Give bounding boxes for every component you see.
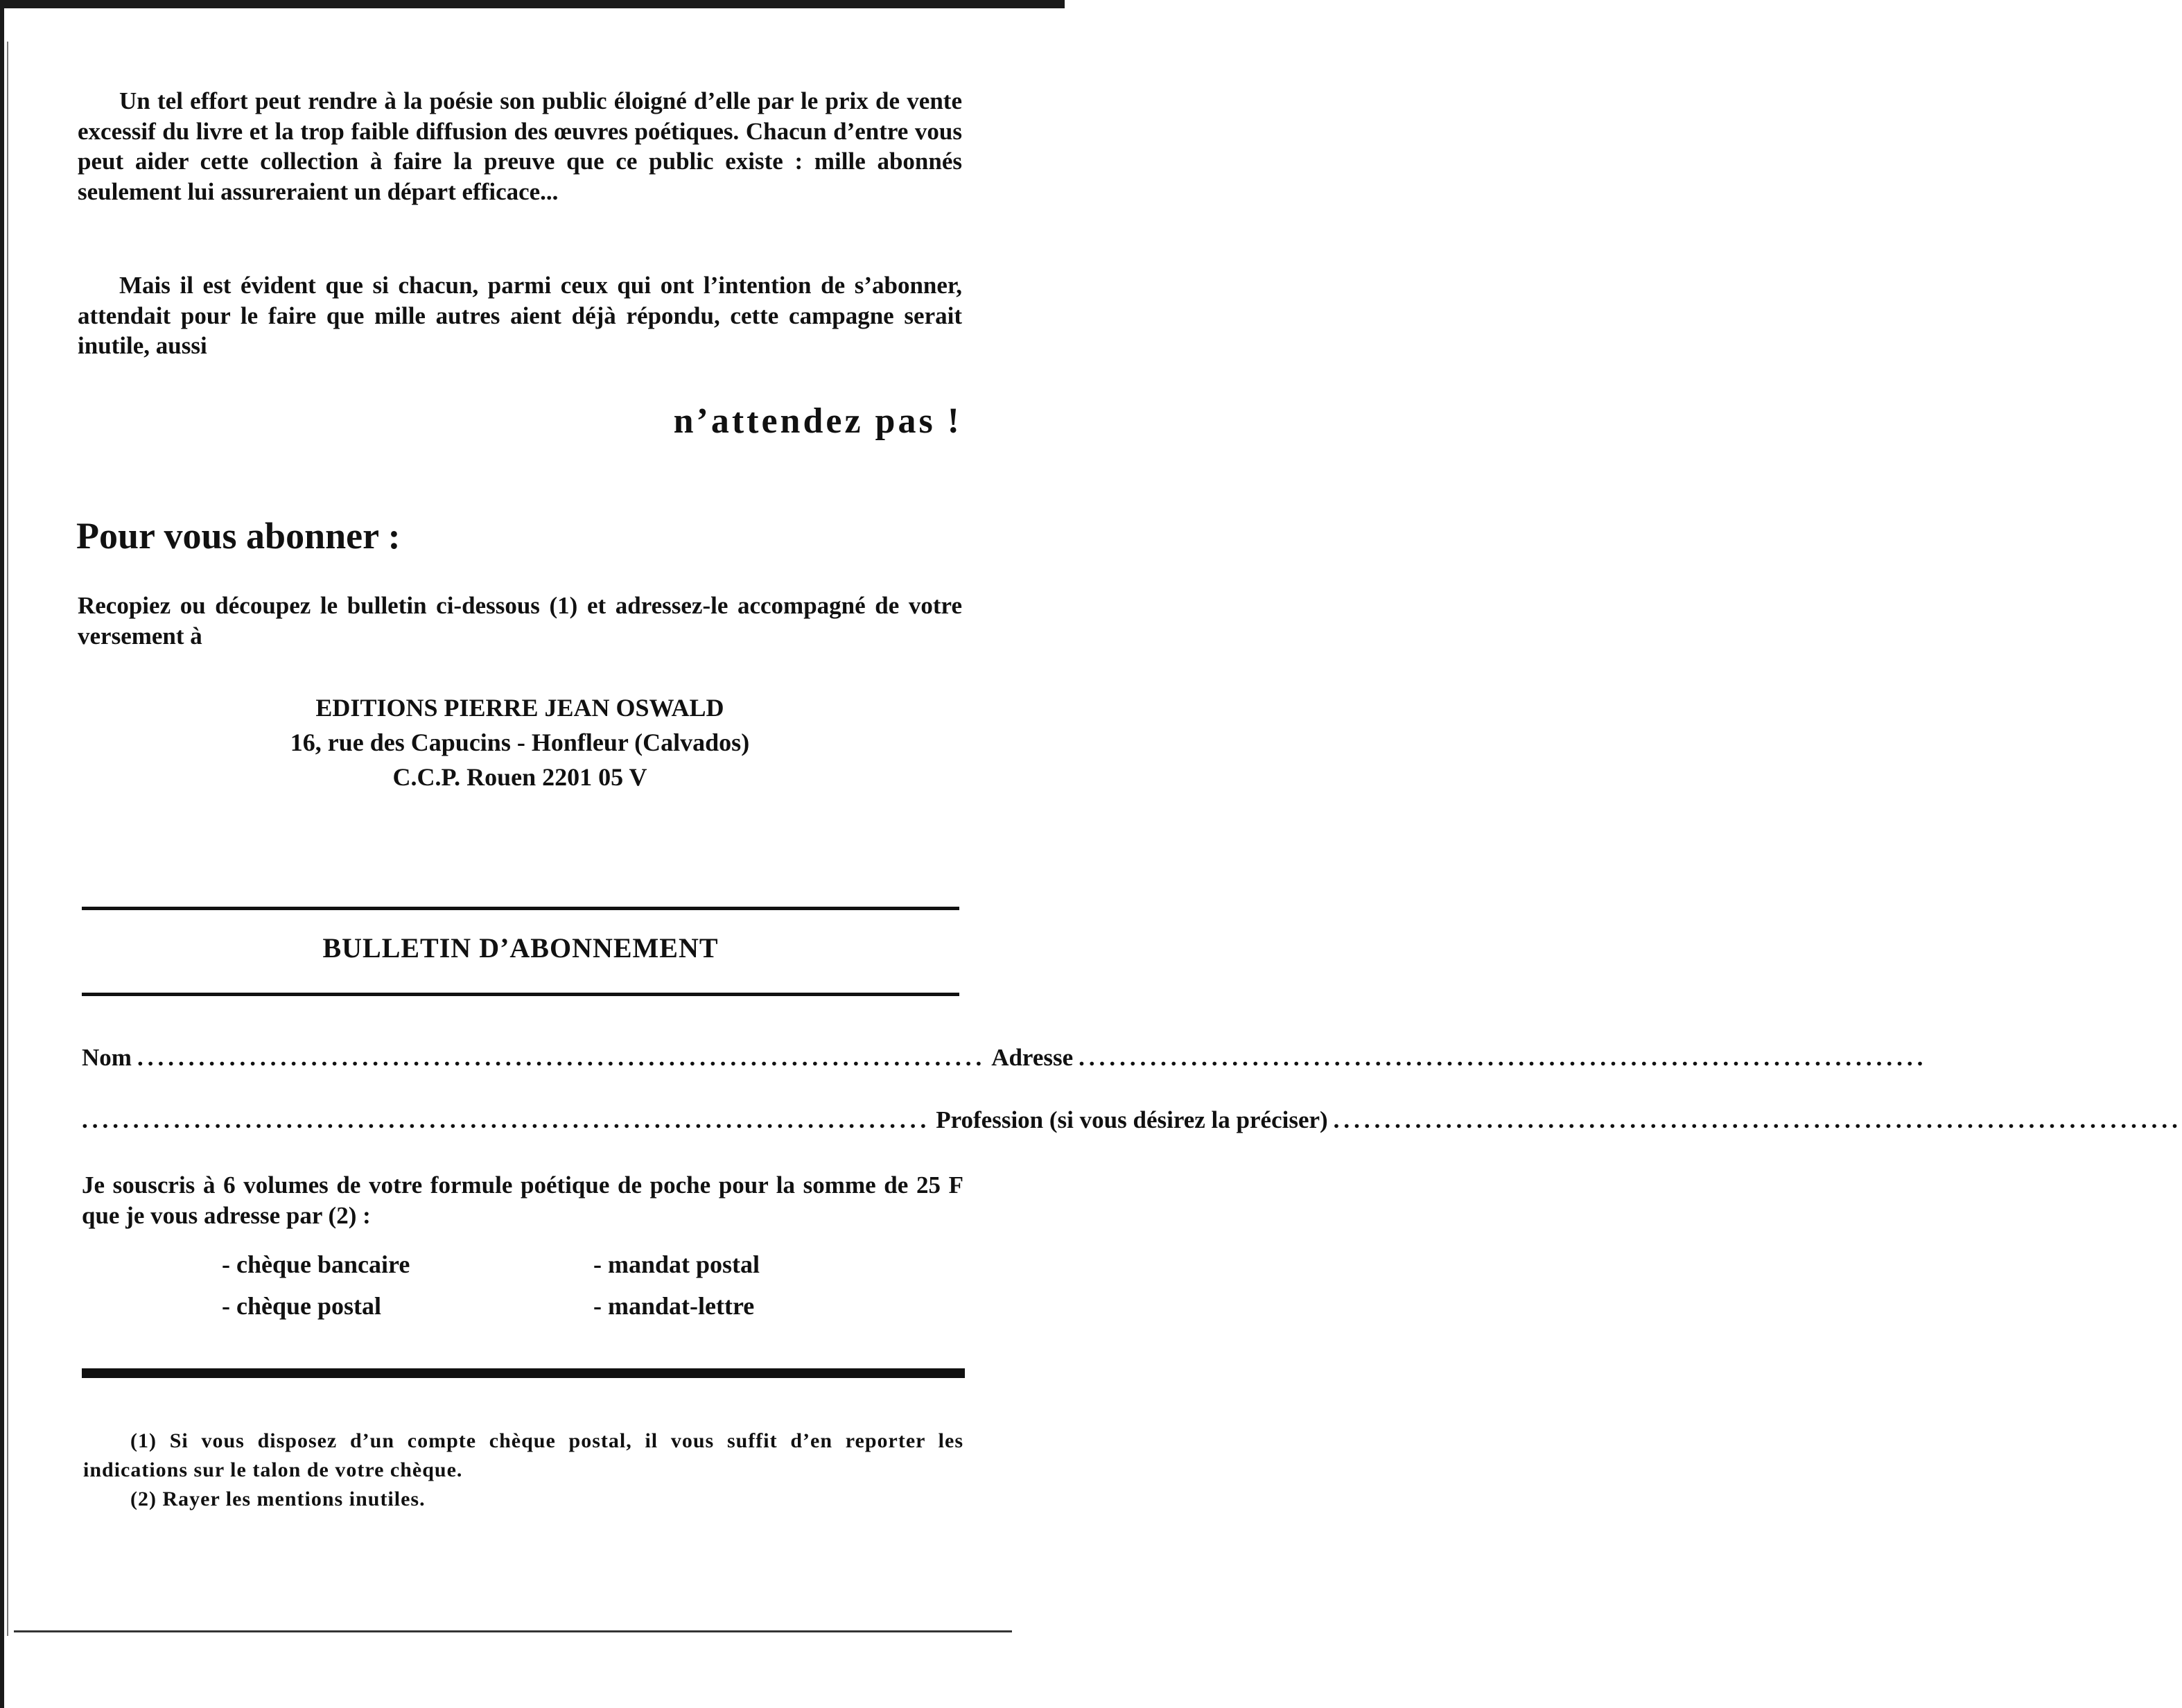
name-address-line bbox=[82, 1044, 1928, 1072]
name-fill-dots: ................................................................................... bbox=[137, 1044, 986, 1071]
publisher-address bbox=[208, 690, 832, 794]
option-mandat-lettre: - mandat-lettre bbox=[593, 1292, 755, 1320]
divider-middle bbox=[82, 993, 959, 996]
footnote-1: (1) Si vous disposez d’un compte chèque postal, il vous suffit d’en reporter les indications sur le talon de votre chèque. bbox=[83, 1429, 963, 1481]
subscription-text: Je souscris à 6 volumes de votre formule poétique de poche pour la somme de 25 F que je vous adresse par (2) : bbox=[82, 1171, 963, 1229]
divider-top bbox=[82, 907, 959, 910]
subscribe-instructions: Recopiez ou découpez le bulletin ci-dessous (1) et adressez-le accompagné de votre versement à bbox=[78, 592, 962, 650]
option-cheque-bancaire: - chèque bancaire bbox=[222, 1250, 410, 1278]
scan-left-line bbox=[7, 42, 8, 1636]
scan-bottom-edge bbox=[14, 1630, 1012, 1632]
footnotes bbox=[83, 1427, 963, 1514]
divider-bottom-thick bbox=[82, 1368, 965, 1378]
scan-left-edge bbox=[0, 0, 4, 1708]
address-fill-dots: ................................................................................... bbox=[1079, 1044, 1928, 1071]
scan-top-edge bbox=[0, 0, 1065, 8]
option-mandat-postal: - mandat postal bbox=[593, 1250, 760, 1278]
address-line-3: C.C.P. Rouen 2201 05 V bbox=[392, 763, 647, 791]
callout-text: n’attendez pas ! bbox=[673, 401, 962, 441]
profession-fill-dots: ................................................................................... bbox=[1333, 1106, 2182, 1133]
intro-paragraph-1: Un tel effort peut rendre à la poésie son public éloigné d’elle par le prix de vente excessif du livre et la trop faible diffusion des œuvres poétiques. Chacun d’entre vous peut aider cette collection à faire la preuve que ce public existe : mille abonnés seulement lui assureraient un départ efficace... bbox=[78, 87, 962, 205]
address-line-2: 16, rue des Capucins - Honfleur (Calvados) bbox=[290, 729, 750, 756]
profession-line bbox=[82, 1106, 2182, 1134]
name-label: Nom bbox=[82, 1044, 132, 1071]
option-cheque-postal: - chèque postal bbox=[222, 1292, 382, 1320]
address-line-1: EDITIONS PIERRE JEAN OSWALD bbox=[315, 694, 724, 722]
intro-paragraph-2: Mais il est évident que si chacun, parmi ceux qui ont l’intention de s’abonner, attendait pour le faire que mille autres aient déjà répondu, cette campagne serait inutile, aussi bbox=[78, 272, 962, 359]
footnote-2: (2) Rayer les mentions inutiles. bbox=[130, 1488, 426, 1510]
profession-label: Profession (si vous désirez la préciser) bbox=[936, 1106, 1328, 1133]
address-continuation-dots: ................................................................................... bbox=[82, 1106, 931, 1133]
subscribe-heading: Pour vous abonner : bbox=[76, 515, 401, 557]
bulletin-title: BULLETIN D’ABONNEMENT bbox=[322, 932, 719, 964]
address-label: Adresse bbox=[991, 1044, 1074, 1071]
